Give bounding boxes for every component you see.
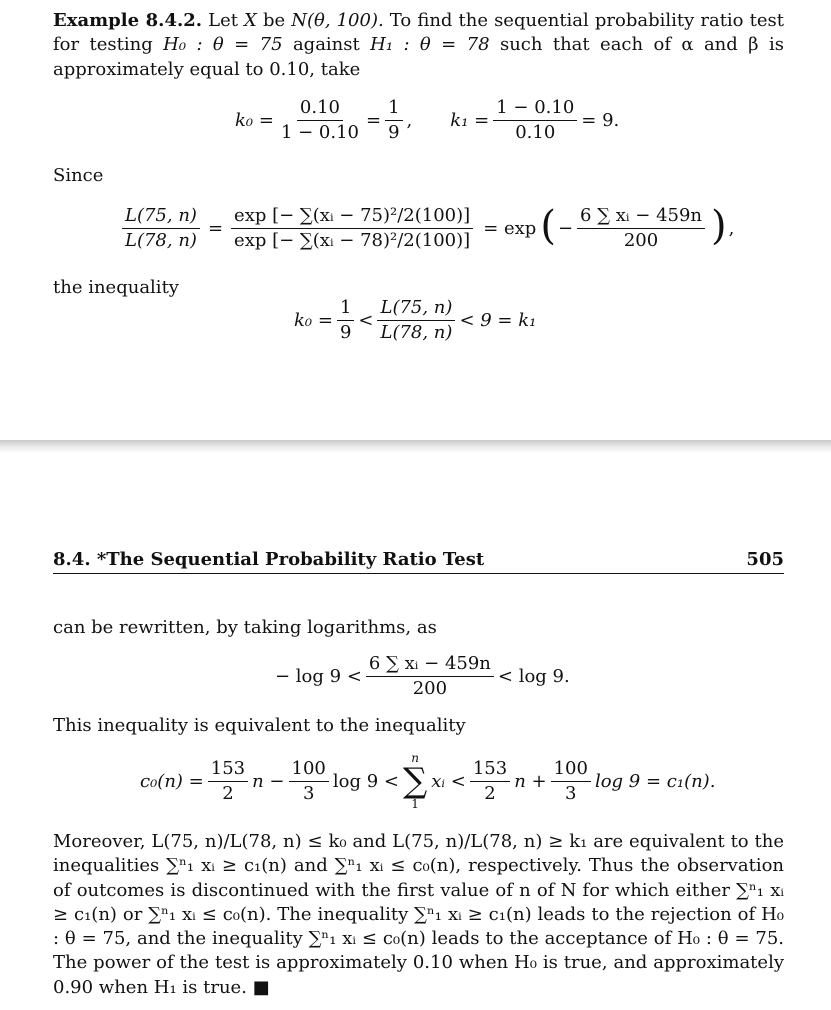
section-title: 8.4. *The Sequential Probability Ratio Test: [53, 549, 485, 570]
comma: ,: [728, 217, 735, 239]
frac-den: 2: [222, 782, 234, 804]
summation: [403, 752, 427, 810]
intro-text: be: [262, 10, 286, 31]
frac-num: 1: [385, 98, 402, 121]
exp-fraction: [231, 206, 473, 251]
running-header: [53, 549, 784, 574]
k0-fraction: [278, 98, 362, 143]
frac-100-3: [289, 759, 329, 804]
log-rhs: < log 9.: [497, 666, 570, 687]
c0-lhs: c₀(n) =: [140, 770, 204, 792]
frac-num: L(75, n): [377, 298, 455, 321]
alt-hypothesis: H₁ : θ = 78: [370, 34, 490, 56]
k-equations: [235, 98, 619, 143]
frac-den: 200: [412, 678, 448, 699]
sum-upper: n: [411, 751, 419, 765]
ratio-inequality: [294, 298, 536, 343]
intro-text: Let: [208, 10, 238, 31]
frac-num: 1 − 0.10: [493, 98, 577, 121]
frac-den: 9: [339, 322, 352, 343]
example-label: Example 8.4.2.: [53, 10, 203, 31]
right-paren: ): [711, 203, 727, 249]
log-lhs: − log 9 <: [275, 666, 362, 687]
frac-den: 2: [484, 782, 496, 804]
since-text: Since: [53, 165, 104, 186]
k0-lhs: k₀ =: [294, 310, 333, 331]
distribution: N(θ, 100).: [291, 10, 384, 31]
eq-sign: =: [366, 110, 382, 131]
exp-label: = exp: [483, 217, 537, 239]
frac-den: 3: [565, 782, 577, 804]
lr-fraction: [377, 298, 455, 343]
frac-den: 1 − 0.10: [280, 122, 359, 143]
k1-fraction: [493, 98, 577, 143]
frac-num: 153: [470, 759, 510, 782]
sigma: ∑: [402, 761, 428, 801]
the-inequality-text: the inequality: [53, 277, 179, 298]
log-inequality: [275, 654, 570, 699]
k1-value: = 9.: [581, 110, 620, 131]
k0-lhs: k₀ =: [235, 110, 274, 131]
n-minus: n −: [252, 770, 285, 792]
null-hypothesis: H₀ : θ = 75: [163, 34, 283, 56]
frac-153-2: [470, 759, 510, 804]
frac-den: 3: [302, 782, 315, 804]
likelihood-ratio-equation: [118, 203, 734, 253]
rewritten-text: can be rewritten, by taking logarithms, as: [53, 617, 437, 638]
qed-mark: ■: [252, 976, 270, 998]
frac-num: 153: [208, 759, 248, 782]
closing-paragraph: [53, 830, 784, 1000]
page-separator: [0, 440, 831, 454]
intro-text: such that each of α and β is approximately equal to 0.10, take: [53, 34, 784, 80]
closing-text: Moreover, L(75, n)/L(78, n) ≤ k₀ and L(75, n)/L(78, n) ≥ k₁ are equivalent to the inequalities ∑ⁿ₁ xᵢ ≥ c₁(n) and ∑ⁿ₁ xᵢ ≤ c₀(n), respectively. Thus the observation of outcomes is discontinued with the first value of n of N for which either ∑ⁿ₁ xᵢ ≥ c₁(n) or ∑ⁿ₁ xᵢ ≤ c₀(n). The inequality ∑ⁿ₁ xᵢ ≥ c₁(n) leads to the rejection of H₀ : θ = 75, and the inequality ∑ⁿ₁ xᵢ ≤ c₀(n) leads to the acceptance of H₀ : θ = 75. The power of the test is approximately 0.10 when H₀ is true, and approximately 0.90 when H₁ is true.: [53, 831, 784, 998]
frac-100-3: [551, 759, 591, 804]
intro-text: against: [292, 34, 360, 56]
one-ninth: [337, 298, 354, 343]
frac-den: 0.10: [515, 122, 556, 143]
intro-text: To find the sequential probability ratio test for testing: [53, 10, 784, 56]
c1-rhs: log 9 = c₁(n).: [594, 770, 716, 792]
comma: ,: [406, 110, 413, 131]
frac-num: exp [− ∑(xᵢ − 75)²/2(100)]: [231, 206, 473, 229]
left-paren: (: [540, 203, 556, 249]
k1-lhs: k₁ =: [450, 110, 490, 131]
frac-num: 0.10: [297, 98, 343, 121]
log-fraction: [366, 654, 494, 699]
frac-153-2: [208, 759, 248, 804]
lt-sign: <: [358, 310, 374, 331]
lr-fraction: [122, 206, 200, 251]
k0-result: [385, 98, 402, 143]
k1-bound: < 9 = k₁: [459, 310, 537, 331]
xi-lt: xᵢ <: [431, 770, 466, 792]
eq-sign: =: [207, 217, 224, 239]
bounds-inequality: [140, 752, 715, 810]
var-x: X: [244, 10, 257, 31]
frac-den: 200: [623, 229, 659, 251]
equivalent-text: This inequality is equivalent to the inequality: [53, 715, 466, 736]
frac-num: 100: [289, 759, 329, 782]
big-fraction: [577, 206, 705, 251]
frac-num: 6 ∑ xᵢ − 459n: [366, 654, 494, 677]
n-plus: n +: [514, 770, 547, 792]
log9-lt: log 9 <: [332, 770, 399, 792]
page-number: 505: [746, 549, 784, 570]
frac-den: exp [− ∑(xᵢ − 78)²/2(100)]: [234, 229, 471, 251]
frac-num: L(75, n): [122, 206, 200, 229]
frac-den: 9: [388, 122, 400, 143]
frac-den: L(78, n): [125, 229, 197, 251]
minus: −: [557, 217, 574, 239]
example-paragraph: [53, 9, 784, 82]
sum-lower: 1: [411, 797, 419, 811]
frac-num: 1: [337, 298, 354, 321]
frac-num: 6 ∑ xᵢ − 459n: [577, 206, 705, 229]
frac-den: L(78, n): [380, 322, 453, 343]
frac-num: 100: [551, 759, 591, 782]
